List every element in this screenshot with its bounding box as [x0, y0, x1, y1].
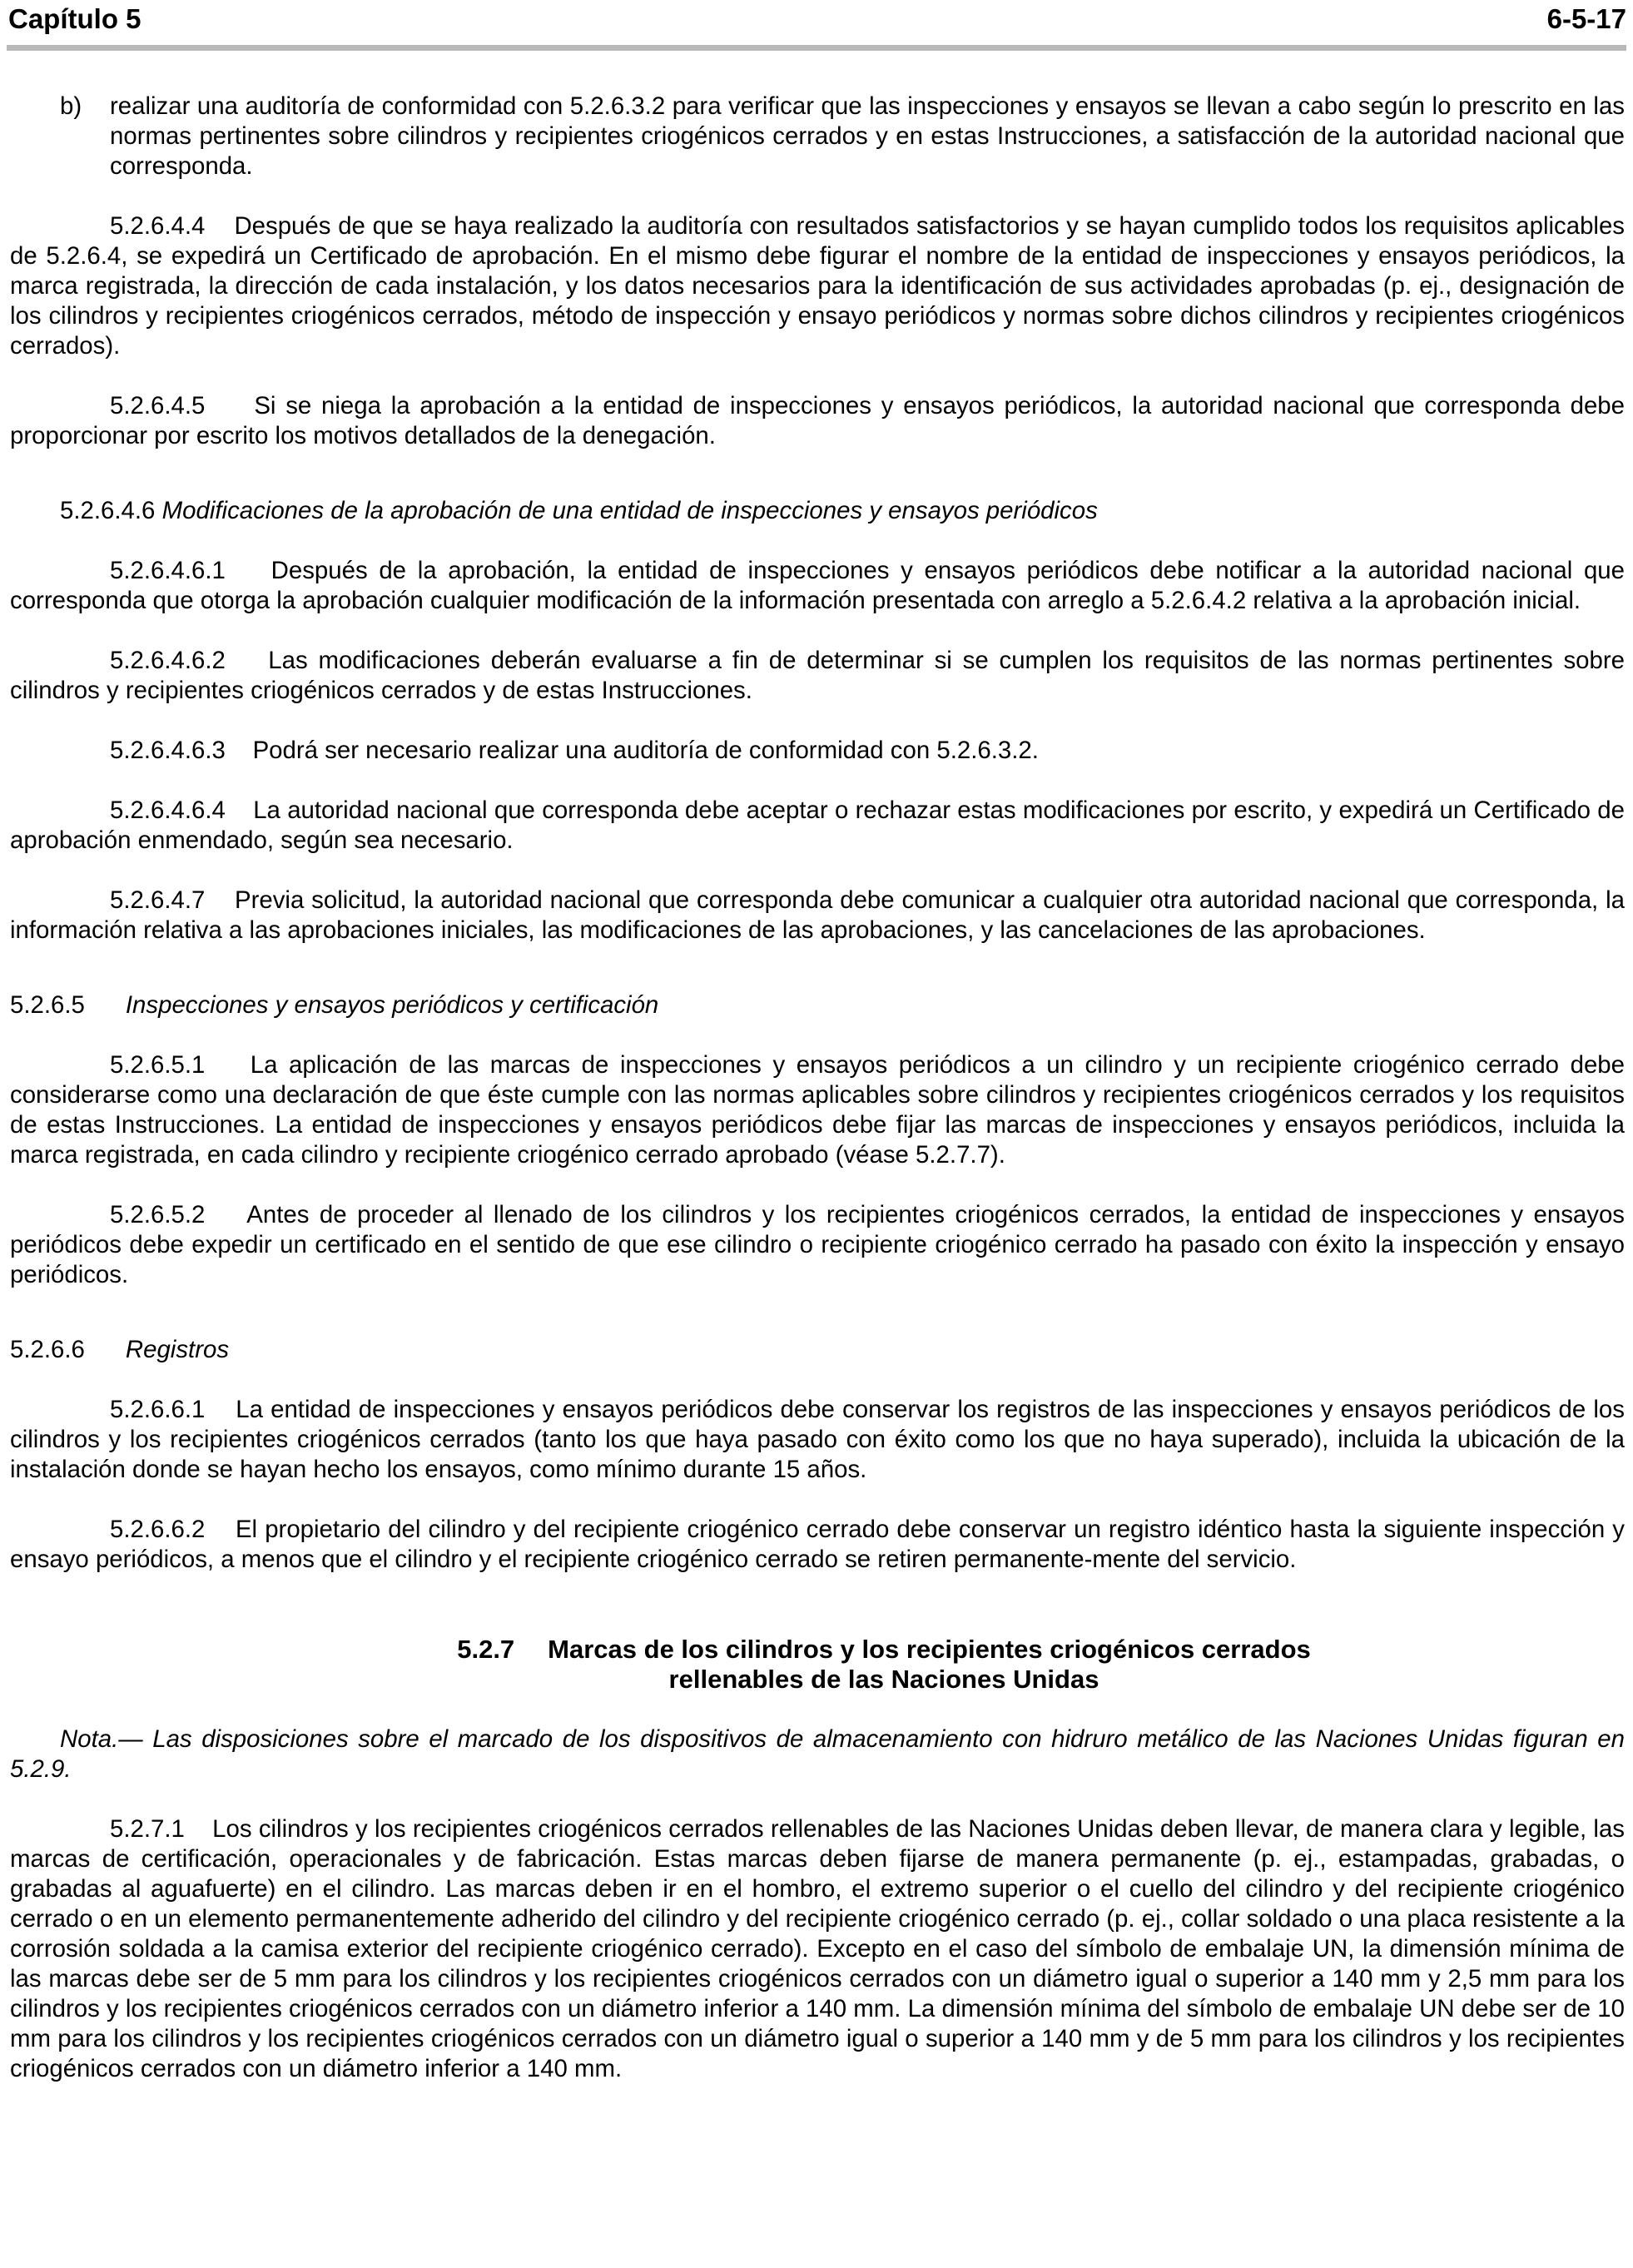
paragraph-text: Si se niega la aprobación a la entidad de inspecciones y ensayos periódicos, la autoridad nacional que corresponda debe proporcionar por escrito los motivos detallados de la denegación. [10, 392, 1625, 449]
paragraph-5-2-6-4-6-3 [10, 736, 1625, 766]
note: Nota.— Las disposiciones sobre el marcado de los dispositivos de almacenamiento con hidruro metálico de las Naciones Unidas figuran en 5.2.9. [10, 1725, 1625, 1783]
paragraph-5-2-6-5-1 [10, 1050, 1625, 1170]
paragraph-text: La autoridad nacional que corresponda debe aceptar o rechazar estas modificaciones por escrito, y expedirá un Certificado de aprobación enmendado, según sea necesario. [10, 797, 1625, 854]
heading-text: Modificaciones de la aprobación de una entidad de inspecciones y ensayos periódicos [161, 497, 1098, 524]
paragraph-number: 5.2.6.4.6.2 [110, 647, 226, 674]
chapter-title: Capítulo 5 [8, 3, 141, 34]
paragraph-number: 5.2.6.4.5 [110, 392, 206, 419]
heading-text: Registros [125, 1336, 230, 1363]
heading-5-2-6-5 [10, 990, 1625, 1020]
list-item-b [10, 92, 1625, 181]
paragraph-text: Previa solicitud, la autoridad nacional que corresponda debe comunicar a cualquier otra autoridad nacional que corresponda, la información relativa a las aprobaciones iniciales, las modificaciones de las aprobaciones, y las cancelaciones de las aprobaciones. [10, 886, 1625, 944]
heading-number: 5.2.6.5 [10, 991, 85, 1019]
paragraph-5-2-7-1 [10, 1814, 1625, 2084]
paragraph-text: La aplicación de las marcas de inspecciones y ensayos periódicos a un cilindro y un recipiente criogénico cerrado debe considerarse como una declaración de que éste cumple con las normas aplicables sobre cilindros y recipientes criogénicos cerrados y los requisitos de estas Instrucciones. La entidad de inspecciones y ensayos periódicos debe fijar las marcas de inspecciones y ensayos periódicos, incluida la marca registrada, en cada cilindro y recipiente criogénico cerrado aprobado (véase 5.2.7.7). [10, 1051, 1625, 1169]
paragraph-text: Podrá ser necesario realizar una auditoría de conformidad con 5.2.6.3.2. [252, 737, 1039, 764]
paragraph-5-2-6-6-1 [10, 1395, 1625, 1485]
heading-5-2-6-6 [10, 1335, 1625, 1365]
section-title-line-2: rellenables de las Naciones Unidas [668, 1665, 1099, 1694]
paragraph-number: 5.2.6.6.2 [110, 1516, 206, 1543]
heading-5-2-6-4-6 [60, 496, 1625, 526]
heading-text: Inspecciones y ensayos periódicos y certificación [125, 991, 659, 1019]
paragraph-5-2-6-4-5 [10, 391, 1625, 451]
paragraph-text: Después de la aprobación, la entidad de inspecciones y ensayos periódicos debe notificar a la autoridad nacional que corresponda que otorga la aprobación cualquier modificación de la información presentada con arreglo a 5.2.6.4.2 relativa a la aprobación inicial. [10, 557, 1625, 614]
page-body [10, 92, 1625, 2084]
paragraph-number: 5.2.7.1 [110, 1815, 185, 1843]
page-number: 6-5-17 [1546, 3, 1626, 34]
section-title-line-1: Marcas de los cilindros y los recipientes criogénicos cerrados [548, 1635, 1311, 1664]
paragraph-number: 5.2.6.5.1 [110, 1051, 206, 1079]
paragraph-number: 5.2.6.4.6.1 [110, 557, 226, 584]
heading-number: 5.2.6.4.6 [60, 497, 156, 524]
list-marker: b) [60, 92, 82, 120]
paragraph-5-2-6-4-4 [10, 211, 1625, 361]
heading-number: 5.2.6.6 [10, 1336, 85, 1363]
paragraph-number: 5.2.6.4.7 [110, 886, 206, 914]
paragraph-5-2-6-4-6-4 [10, 796, 1625, 856]
paragraph-5-2-6-4-6-2 [10, 646, 1625, 706]
paragraph-text: Antes de proceder al llenado de los cilindros y los recipientes criogénicos cerrados, la entidad de inspecciones y ensayos periódicos debe expedir un certificado en el sentido de que ese cilindro o recipiente criogénico cerrado ha pasado con éxito la inspección y ensayo periódicos. [10, 1201, 1625, 1288]
paragraph-text: Las modificaciones deberán evaluarse a fin de determinar si se cumplen los requisitos de las normas pertinentes sobre cilindros y recipientes criogénicos cerrados y de estas Instrucciones. [10, 647, 1625, 704]
paragraph-number: 5.2.6.4.4 [110, 212, 206, 240]
paragraph-number: 5.2.6.4.6.3 [110, 737, 226, 764]
paragraph-text: Después de que se haya realizado la auditoría con resultados satisfactorios y se hayan cumplido todos los requisitos aplicables de 5.2.6.4, se expedirá un Certificado de aprobación. En el mismo debe figurar el nombre de la entidad de inspecciones y ensayos periódicos, la marca registrada, la dirección de cada instalación, y los datos necesarios para la identificación de sus actividades aprobadas (p. ej., designación de los cilindros y recipientes criogénicos cerrados, método de inspección y ensayo periódicos y normas sobre dichos cilindros y recipientes criogénicos cerrados). [10, 212, 1625, 360]
paragraph-text: Los cilindros y los recipientes criogénicos cerrados rellenables de las Naciones Unidas deben llevar, de manera clara y legible, las marcas de certificación, operacionales y de fabricación. Estas marcas deben fijarse de manera permanente (p. ej., estampadas, grabadas, o grabadas al aguafuerte) en el cilindro. Las marcas deben ir en el hombro, el extremo superior o el cuello del cilindro y del recipiente criogénico cerrado o en un elemento permanentemente adherido del cilindro y del recipiente criogénico cerrado (p. ej., collar soldado o una placa resistente a la corrosión soldada a la camisa exterior del recipiente criogénico cerrado). Excepto en el caso del símbolo de embalaje UN, la dimensión mínima de las marcas debe ser de 5 mm para los cilindros y los recipientes criogénicos cerrados con un diámetro igual o superior a 140 mm y 2,5 mm para los cilindros y los recipientes criogénicos cerrados con un diámetro inferior a 140 mm. La dimensión mínima del símbolo de embalaje UN debe ser de 10 mm para los cilindros y los recipientes criogénicos cerrados con un diámetro igual o superior a 140 mm y de 5 mm para los cilindros y los recipientes criogénicos cerrados con un diámetro inferior a 140 mm. [10, 1815, 1625, 2082]
paragraph-5-2-6-5-2 [10, 1200, 1625, 1290]
list-item-text: realizar una auditoría de conformidad con 5.2.6.3.2 para verificar que las inspecciones y ensayos se llevan a cabo según lo prescrito en las normas pertinentes sobre cilindros y recipientes criogénicos cerrados y en estas Instrucciones, a satisfacción de la autoridad nacional que corresponda. [110, 92, 1625, 180]
paragraph-5-2-6-6-2 [10, 1515, 1625, 1575]
paragraph-text: El propietario del cilindro y del recipiente criogénico cerrado debe conservar un registro idéntico hasta la siguiente inspección y ensayo periódicos, a menos que el cilindro y el recipiente criogénico cerrado se retiren permanente-mente del servicio. [10, 1516, 1626, 1573]
section-heading-5-2-7 [143, 1635, 1625, 1695]
paragraph-number: 5.2.6.4.6.4 [110, 797, 226, 824]
section-number: 5.2.7 [457, 1635, 515, 1664]
header-rule [7, 45, 1626, 51]
paragraph-5-2-6-4-7 [10, 886, 1625, 945]
paragraph-number: 5.2.6.5.2 [110, 1201, 206, 1228]
paragraph-5-2-6-4-6-1 [10, 556, 1625, 616]
paragraph-number: 5.2.6.6.1 [110, 1396, 206, 1423]
page-header [8, 3, 1626, 40]
paragraph-text: La entidad de inspecciones y ensayos periódicos debe conservar los registros de las inspecciones y ensayos periódicos de los cilindros y los recipientes criogénicos cerrados (tanto los que haya pasado con éxito como los que no haya superado), incluida la ubicación de la instalación donde se hayan hecho los ensayos, como mínimo durante 15 años. [10, 1396, 1625, 1483]
